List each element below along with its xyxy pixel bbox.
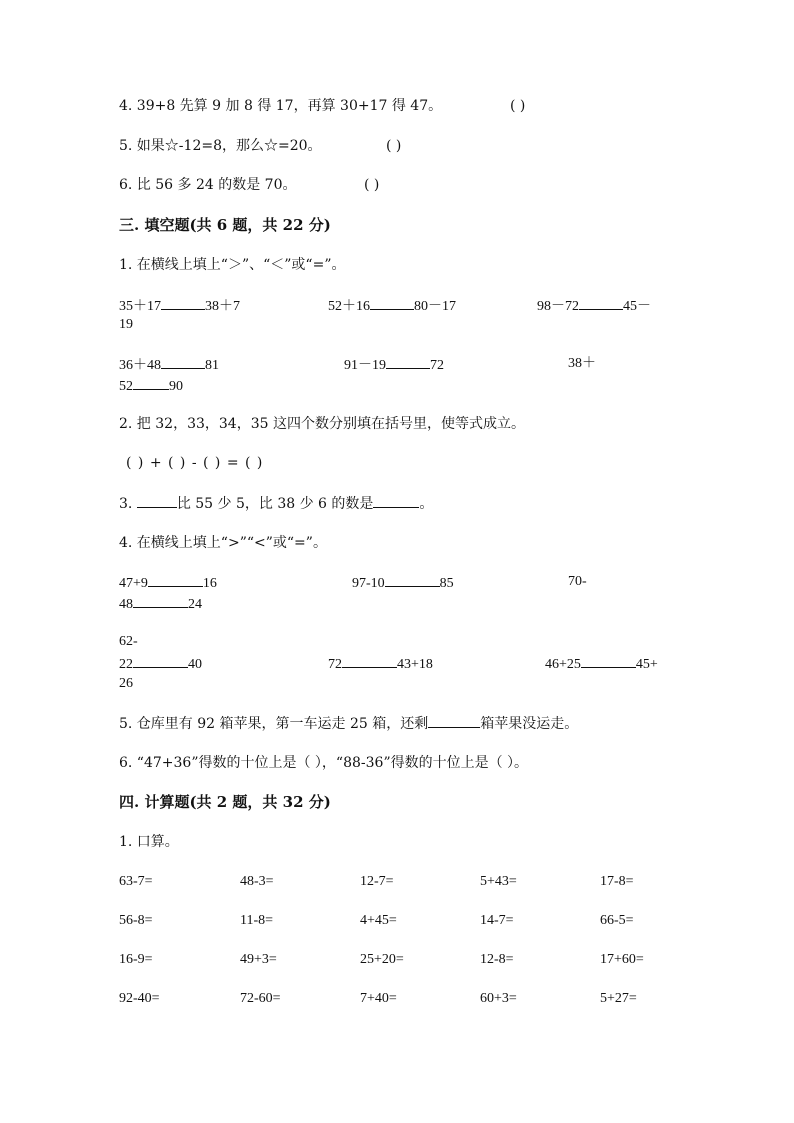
fill-question-2-equation: ( ) + ( ) - ( ) = ( ) <box>126 455 264 471</box>
calc-item: 16-9= <box>119 952 153 967</box>
item-right: 38＋7 <box>205 299 240 314</box>
fill-question-2-prompt: 2. 把 32，33，34，35 这四个数分别填在括号里，使等式成立。 <box>119 416 525 432</box>
item-left: 98－72 <box>537 299 579 314</box>
question-text-end: 箱苹果没运走。 <box>480 716 579 732</box>
fill-q4-item-5 <box>328 653 433 675</box>
calc-item: 4+45= <box>360 913 397 928</box>
item-left: 36＋48 <box>119 358 161 373</box>
calc-item: 56-8= <box>119 913 153 928</box>
fill-q4-item-3: 70- <box>568 574 587 589</box>
judge-question-6-text: 6. 比 56 多 24 的数是 70。 <box>119 177 297 193</box>
fill-q1-item-3-wrap: 19 <box>119 317 133 332</box>
calc-item: 14-7= <box>480 913 514 928</box>
calc-item: 92-40= <box>119 991 160 1006</box>
item-right: 24 <box>188 597 202 612</box>
calc-item: 49+3= <box>240 952 277 967</box>
answer-blank[interactable] <box>385 572 440 587</box>
calc-item: 66-5= <box>600 913 634 928</box>
calc-item: 17-8= <box>600 874 634 889</box>
item-right: 72 <box>430 358 444 373</box>
question-text: 比 55 少 5，比 38 少 6 的数是 <box>176 496 374 512</box>
fill-q4-item-6-wrap: 26 <box>119 676 133 691</box>
judge-question-6 <box>119 175 297 195</box>
fill-q4-item-6 <box>545 653 658 675</box>
item-right: 43+18 <box>397 657 433 672</box>
calc-item: 72-60= <box>240 991 281 1006</box>
fill-q1-item-3 <box>537 295 651 317</box>
item-right: 85 <box>439 576 454 591</box>
answer-blank[interactable] <box>133 375 169 390</box>
answer-blank[interactable] <box>386 354 430 369</box>
item-left: 91－19 <box>344 358 386 373</box>
item-left: 35＋17 <box>119 299 161 314</box>
calc-question-1-prompt: 1. 口算。 <box>119 834 179 850</box>
calc-item: 12-7= <box>360 874 394 889</box>
fill-question-1-prompt: 1. 在横线上填上“＞”、“＜”或“=”。 <box>119 257 346 273</box>
calc-item: 25+20= <box>360 952 404 967</box>
calc-item: 60+3= <box>480 991 517 1006</box>
calc-item: 11-8= <box>240 913 274 928</box>
fill-q4-item-1 <box>119 572 217 594</box>
answer-blank[interactable] <box>370 295 414 310</box>
calc-item: 48-3= <box>240 874 274 889</box>
fill-q1-item-1 <box>119 295 240 317</box>
fill-q4-item-4: 62- <box>119 634 138 649</box>
calc-item: 7+40= <box>360 991 397 1006</box>
judge-question-4 <box>119 96 442 116</box>
judge-question-5-text: 5. 如果☆-12=8，那么☆=20。 <box>119 138 322 154</box>
answer-blank[interactable] <box>133 653 188 668</box>
section-4-heading: 四. 计算题(共 2 题，共 32 分) <box>119 793 331 811</box>
answer-blank[interactable] <box>137 493 177 508</box>
answer-blank[interactable] <box>579 295 623 310</box>
answer-blank[interactable] <box>342 653 397 668</box>
calc-item: 12-8= <box>480 952 514 967</box>
judge-question-5 <box>119 136 322 156</box>
section-3-heading: 三. 填空题(共 6 题，共 22 分) <box>119 216 331 234</box>
item-left: 48 <box>119 597 133 612</box>
fill-question-6: 6. “47+36”得数的十位上是（ ），“88-36”得数的十位上是（ ）。 <box>119 755 529 771</box>
question-text: 5. 仓库里有 92 箱苹果，第一车运走 25 箱，还剩 <box>119 716 429 732</box>
item-left: 52 <box>119 379 133 394</box>
answer-blank[interactable] <box>581 653 636 668</box>
item-right: 90 <box>169 379 183 394</box>
item-right: 16 <box>202 576 217 591</box>
answer-blank[interactable] <box>161 295 205 310</box>
item-left: 72 <box>328 657 342 672</box>
item-right: 81 <box>205 358 219 373</box>
fill-question-5 <box>119 713 578 734</box>
item-left: 22 <box>119 657 133 672</box>
fill-q4-item-3-wrap <box>119 593 202 615</box>
fill-q1-item-4 <box>119 354 219 376</box>
fill-q1-item-5 <box>344 354 444 376</box>
judge-question-6-answer-paren: ( ) <box>364 177 380 193</box>
item-left: 46+25 <box>545 657 581 672</box>
item-right: 45－ <box>623 299 651 314</box>
item-right: 40 <box>188 657 202 672</box>
judge-question-4-answer-paren: ( ) <box>510 98 526 114</box>
question-number: 3. <box>119 496 137 512</box>
item-left: 52＋16 <box>328 299 370 314</box>
calc-item: 5+27= <box>600 991 637 1006</box>
fill-q1-item-6: 38＋ <box>568 356 596 371</box>
fill-question-4-prompt: 4. 在横线上填上“>”“<”或“=”。 <box>119 535 327 551</box>
fill-q1-item-2 <box>328 295 456 317</box>
judge-question-4-text: 4. 39+8 先算 9 加 8 得 17，再算 30+17 得 47。 <box>119 98 443 114</box>
question-end: 。 <box>419 496 434 512</box>
item-left: 47+9 <box>119 576 148 591</box>
answer-blank[interactable] <box>161 354 205 369</box>
answer-blank[interactable] <box>148 572 203 587</box>
fill-q4-item-4-wrap <box>119 653 202 675</box>
fill-q4-item-2 <box>352 572 454 594</box>
fill-question-3 <box>119 493 433 514</box>
item-right: 80－17 <box>414 299 456 314</box>
answer-blank[interactable] <box>373 493 419 508</box>
calc-item: 5+43= <box>480 874 517 889</box>
calc-item: 17+60= <box>600 952 644 967</box>
item-left: 97-10 <box>352 576 385 591</box>
item-right: 45+ <box>635 657 658 672</box>
judge-question-5-answer-paren: ( ) <box>386 138 402 154</box>
calc-item: 63-7= <box>119 874 153 889</box>
fill-q1-item-6-wrap <box>119 375 183 397</box>
answer-blank[interactable] <box>133 593 188 608</box>
answer-blank[interactable] <box>428 713 480 728</box>
